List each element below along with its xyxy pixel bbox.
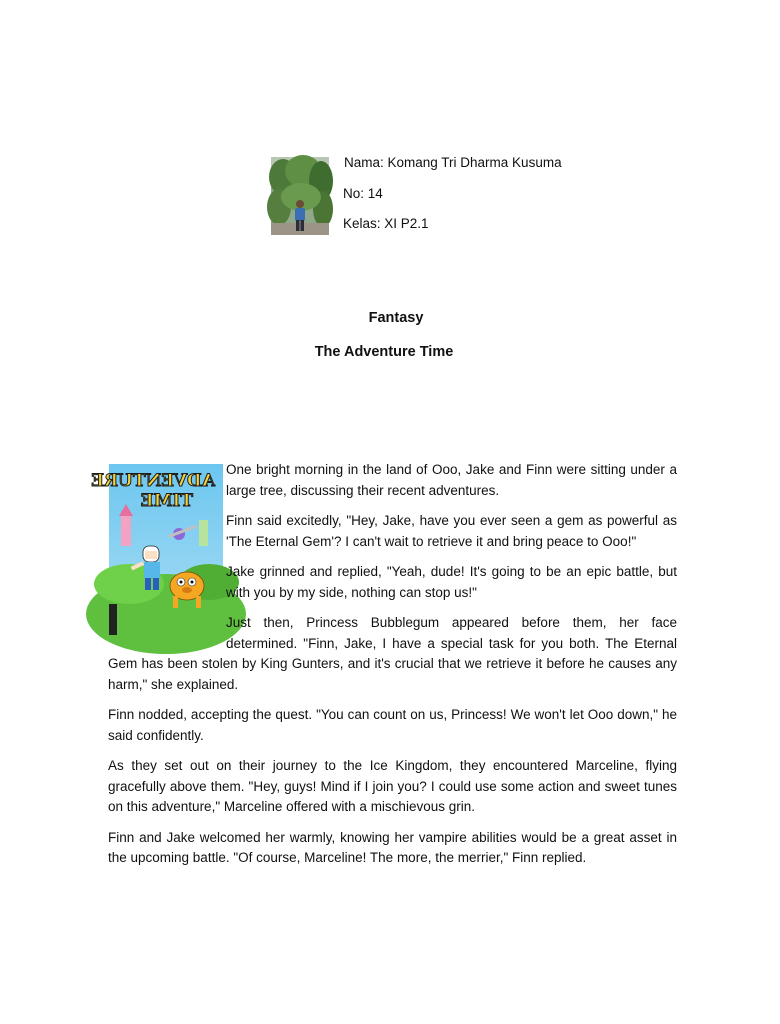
student-class: Kelas: XI P2.1 [343, 216, 429, 231]
story-paragraph: Finn said excitedly, "Hey, Jake, have you ever seen a gem as powerful as 'The Eternal Gem'? I can't wait to retrieve it and bring peace to Ooo!" [226, 513, 677, 549]
author-photo [271, 157, 329, 235]
student-number: No: 14 [343, 186, 383, 201]
svg-text:TIME: TIME [140, 491, 193, 511]
story-paragraph: One bright morning in the land of Ooo, Jake and Finn were sitting under a large tree, discussing their recent adventures. [226, 462, 677, 498]
story-paragraph: Finn nodded, accepting the quest. "You can count on us, Princess! We won't let Ooo down," he said confidently. [108, 707, 677, 743]
story-paragraph: As they set out on their journey to the Ice Kingdom, they encountered Marceline, flying gracefully above them. "Hey, guys! Mind if I join you? I could use some action and sweet tunes on this adventure," Marceline offered with a mischievous grin. [108, 758, 677, 814]
story-title: The Adventure Time [314, 344, 454, 360]
story-paragraph: Finn and Jake welcomed her warmly, knowing her vampire abilities would be a great asset in the upcoming battle. "Of course, Marceline! The more, the merrier," Finn replied. [108, 829, 677, 865]
svg-text:ADVENTURE: ADVENTURE [91, 471, 215, 491]
story-paragraph: Jake grinned and replied, "Yeah, dude! It's going to be an epic battle, but with you by my side, nothing can stop us!" [226, 564, 677, 600]
story-body [108, 460, 677, 879]
story-paragraph: Just then, Princess Bubblegum appeared before them, her face determined. "Finn, Jake, I have a special task for you both. The Eternal Gem has been stolen by King Gunters, and it's crucial that we retrieve it before he causes any harm," she explained. [108, 615, 677, 692]
genre-heading: Fantasy [368, 310, 424, 326]
cover-float-spacer [108, 460, 226, 637]
student-name: Nama: Komang Tri Dharma Kusuma [344, 155, 562, 170]
